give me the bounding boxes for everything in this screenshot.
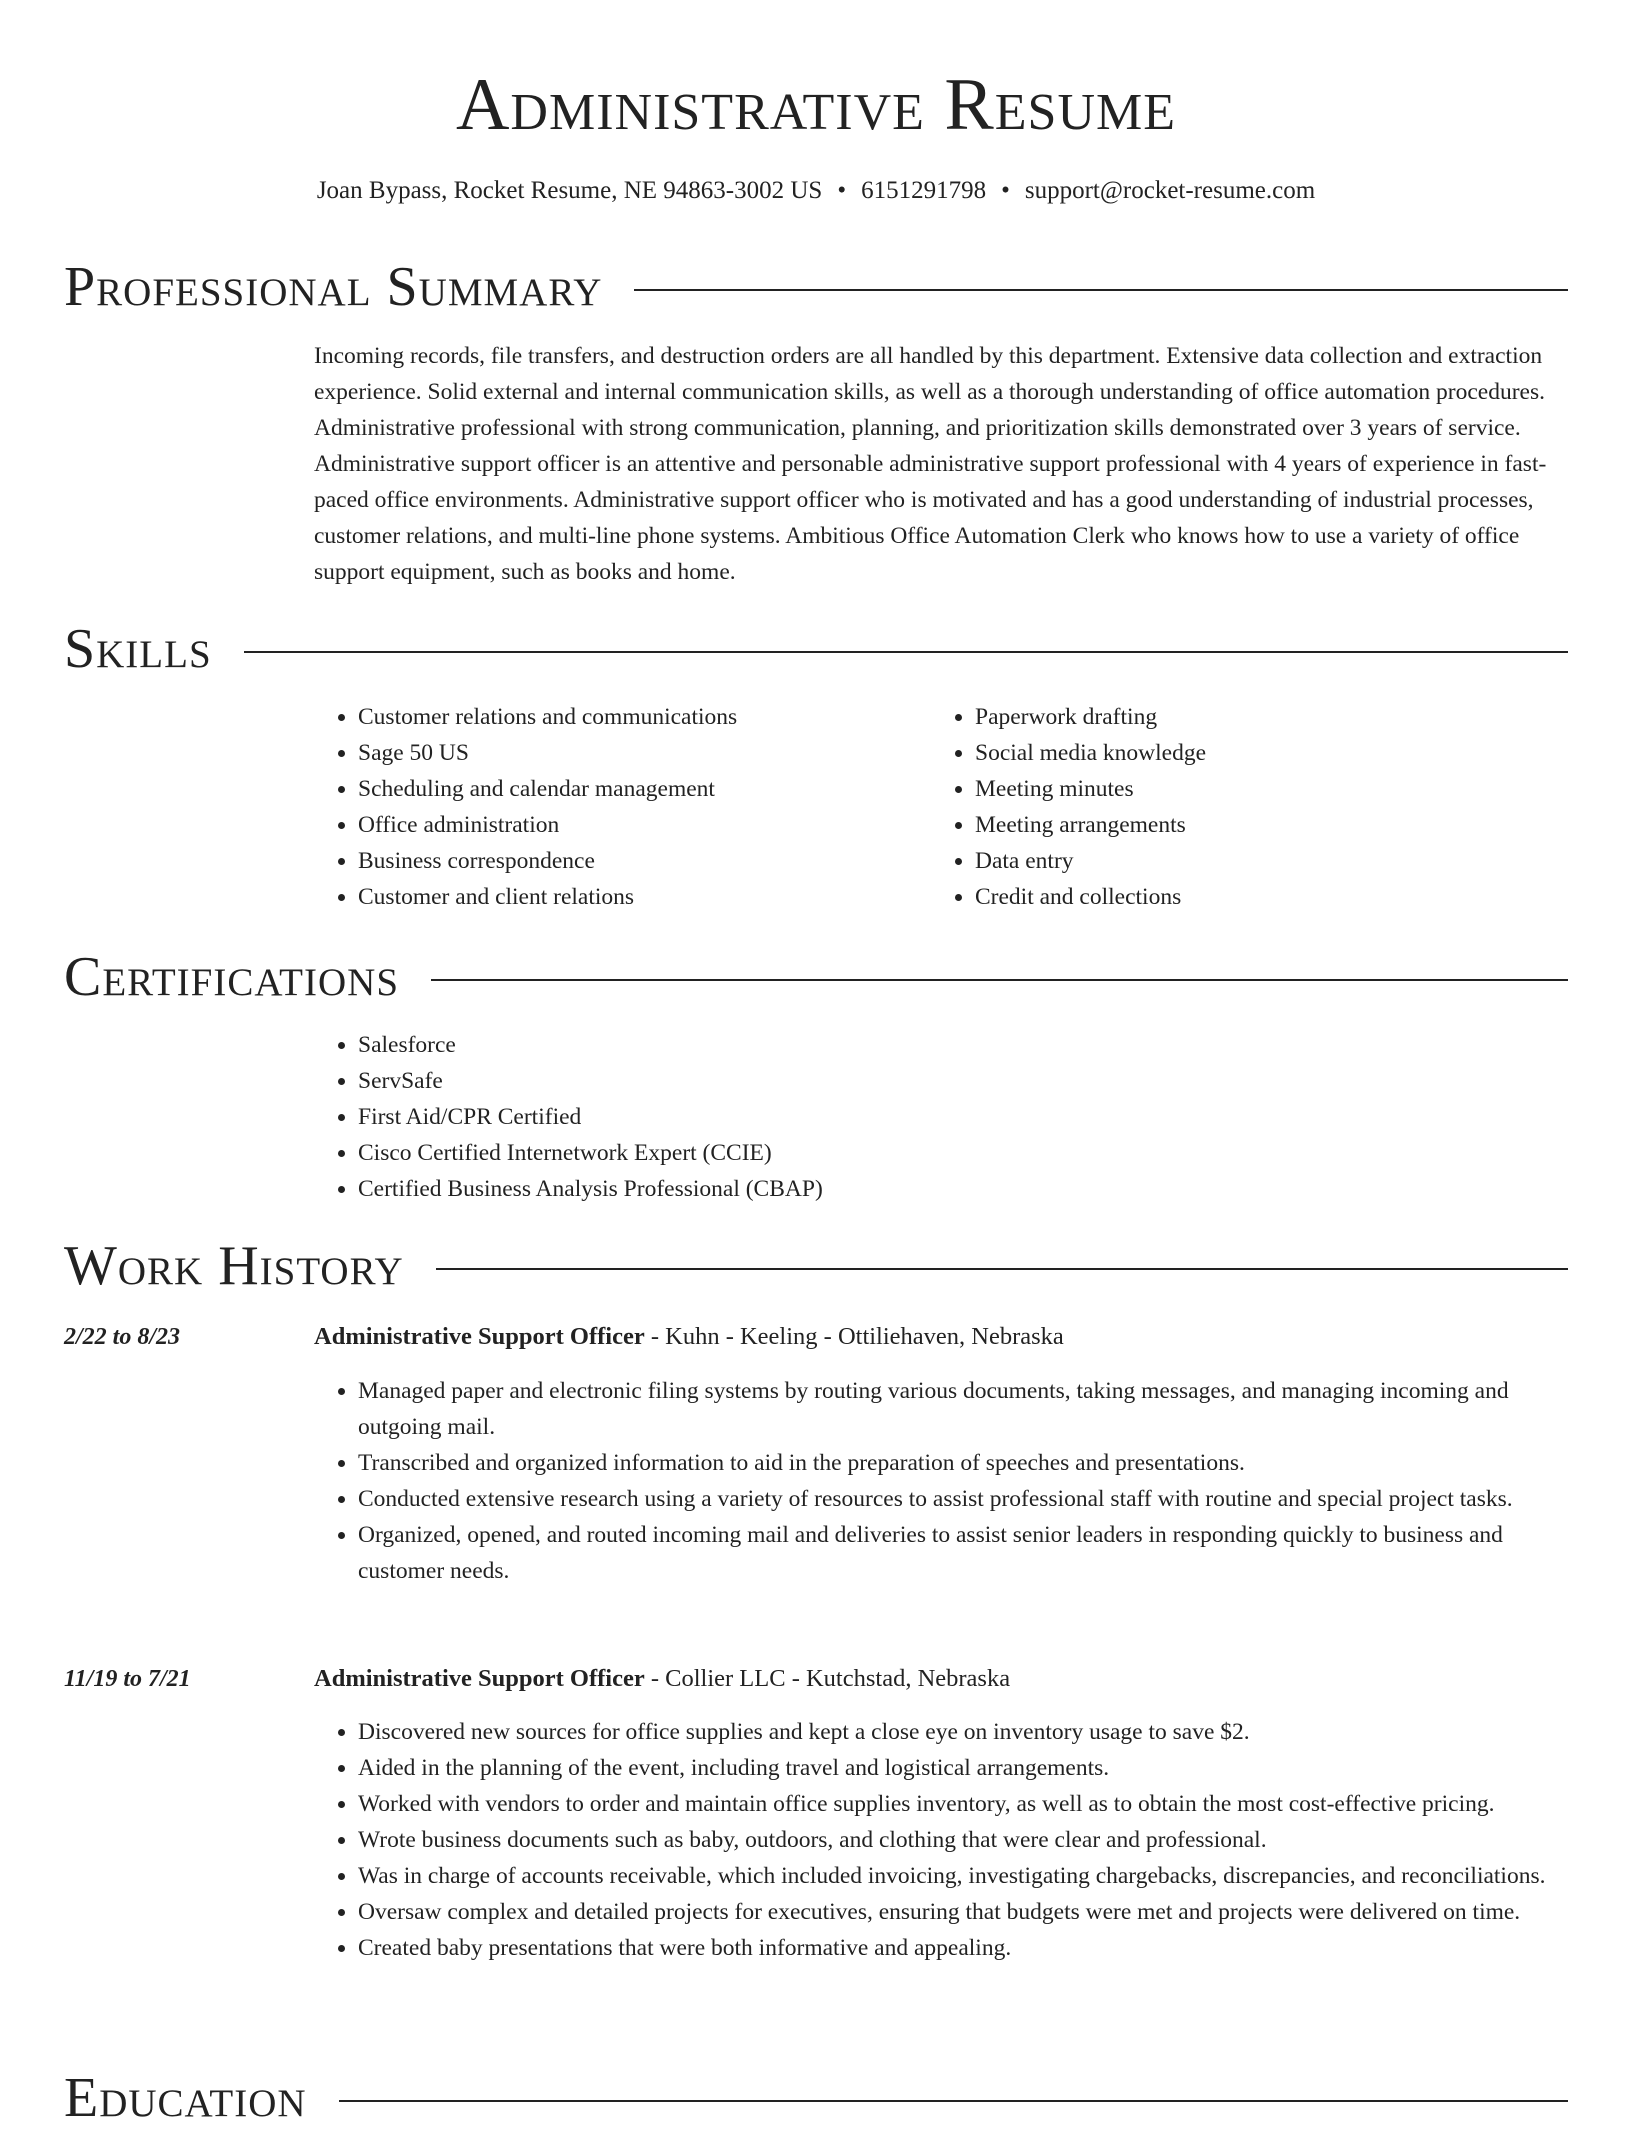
duty-item: • Transcribed and organized information to aid in the preparation of speeches and presentations.: [358, 1445, 1568, 1481]
certification-item: • Certified Business Analysis Professional (CBAP): [358, 1171, 1568, 1207]
contact-email: support@rocket-resume.com: [1024, 177, 1316, 204]
contact-line: [0, 176, 1632, 206]
skill-item: • Paperwork drafting: [975, 699, 1531, 735]
job-dates: 11/19 to 7/21: [64, 1666, 191, 1692]
duty-item: • Wrote business documents such as baby, outdoors, and clothing that were clear and professional.: [358, 1822, 1568, 1858]
skill-item: • Customer and client relations: [358, 879, 914, 915]
summary-text: Incoming records, file transfers, and destruction orders are all handled by this department. Extensive data collection and extraction experience. Solid external and internal communication skills, as well as a thorough understanding of office automation procedures. Administrative professional with strong communication, planning, and prioritization skills demonstrated over 3 years of service. Administrative support officer is an attentive and personable administrative support professional with 4 years of experience in fast-paced office environments. Administrative support officer who is motivated and has a good understanding of industrial processes, customer relations, and multi-line phone systems. Ambitious Office Automation Clerk who knows how to use a variety of office support equipment, such as books and home.: [314, 343, 1547, 585]
duty-item: • Discovered new sources for office supplies and kept a close eye on inventory usage to save $2.: [358, 1714, 1568, 1750]
section-title: Skills: [64, 618, 212, 680]
skill-item: • Business correspondence: [358, 843, 914, 879]
section-title: Professional Summary: [64, 256, 603, 318]
section-title: Work History: [64, 1235, 404, 1297]
contact-phone: 6151291798: [861, 177, 987, 204]
skills-list-right: [931, 699, 1531, 915]
duty-item: • Oversaw complex and detailed projects for executives, ensuring that budgets were met and projects were delivered on time.: [358, 1894, 1568, 1930]
job-heading: [314, 1319, 1568, 1355]
section-heading-work-history: [64, 1235, 1568, 1297]
certification-item: • Salesforce: [358, 1027, 1568, 1063]
skill-item: • Meeting minutes: [975, 771, 1531, 807]
skills-list-left: [314, 699, 914, 915]
section-divider: [244, 651, 1568, 653]
skill-item: • Meeting arrangements: [975, 807, 1531, 843]
skill-item: • Data entry: [975, 843, 1531, 879]
section-divider: [431, 979, 1568, 981]
job-dates: 2/22 to 8/23: [64, 1324, 181, 1350]
skill-item: • Credit and collections: [975, 879, 1531, 915]
skill-item: • Sage 50 US: [358, 735, 914, 771]
contact-separator: •: [837, 177, 847, 204]
skill-item: • Customer relations and communications: [358, 699, 914, 735]
resume-title: Administrative Resume: [455, 64, 1177, 146]
section-heading-summary: [64, 256, 1568, 318]
section-title: Education: [64, 2067, 307, 2129]
duty-item: • Created baby presentations that were both informative and appealing.: [358, 1930, 1568, 1966]
section-heading-education: [64, 2067, 1568, 2129]
contact-address: Joan Bypass, Rocket Resume, NE 94863-3002 US: [316, 177, 823, 204]
job-role: Administrative Support Officer: [314, 1323, 645, 1350]
section-title: Certifications: [64, 946, 400, 1008]
section-divider: [436, 1268, 1568, 1270]
skill-item: • Scheduling and calendar management: [358, 771, 914, 807]
job-duties: [314, 1714, 1568, 1966]
skill-item: • Social media knowledge: [975, 735, 1531, 771]
duty-item: • Was in charge of accounts receivable, which included invoicing, investigating chargebacks, discrepancies, and reconciliations.: [358, 1858, 1568, 1894]
certifications-list: [314, 1027, 1568, 1207]
section-heading-certifications: [64, 946, 1568, 1008]
job-heading: [314, 1661, 1568, 1697]
job-duties: [314, 1373, 1568, 1589]
duty-item: • Conducted extensive research using a variety of resources to assist professional staff with routine and special project tasks.: [358, 1481, 1568, 1517]
duty-item: • Organized, opened, and routed incoming mail and deliveries to assist senior leaders in responding quickly to business and customer needs.: [358, 1517, 1568, 1589]
job-employer: - Kuhn - Keeling - Ottiliehaven, Nebraska: [644, 1323, 1064, 1350]
contact-separator: •: [1001, 177, 1010, 204]
job-role: Administrative Support Officer: [314, 1665, 645, 1692]
certification-item: • First Aid/CPR Certified: [358, 1099, 1568, 1135]
section-heading-skills: [64, 618, 1568, 680]
section-divider: [634, 289, 1568, 291]
section-divider: [339, 2100, 1568, 2102]
certification-item: • ServSafe: [358, 1063, 1568, 1099]
job-employer: - Collier LLC - Kutchstad, Nebraska: [644, 1665, 1011, 1692]
duty-item: • Aided in the planning of the event, including travel and logistical arrangements.: [358, 1750, 1568, 1786]
skill-item: • Office administration: [358, 807, 914, 843]
duty-item: • Worked with vendors to order and maintain office supplies inventory, as well as to obtain the most cost-effective pricing.: [358, 1786, 1568, 1822]
certification-item: • Cisco Certified Internetwork Expert (CCIE): [358, 1135, 1568, 1171]
duty-item: • Managed paper and electronic filing systems by routing various documents, taking messages, and managing incoming and outgoing mail.: [358, 1373, 1568, 1445]
